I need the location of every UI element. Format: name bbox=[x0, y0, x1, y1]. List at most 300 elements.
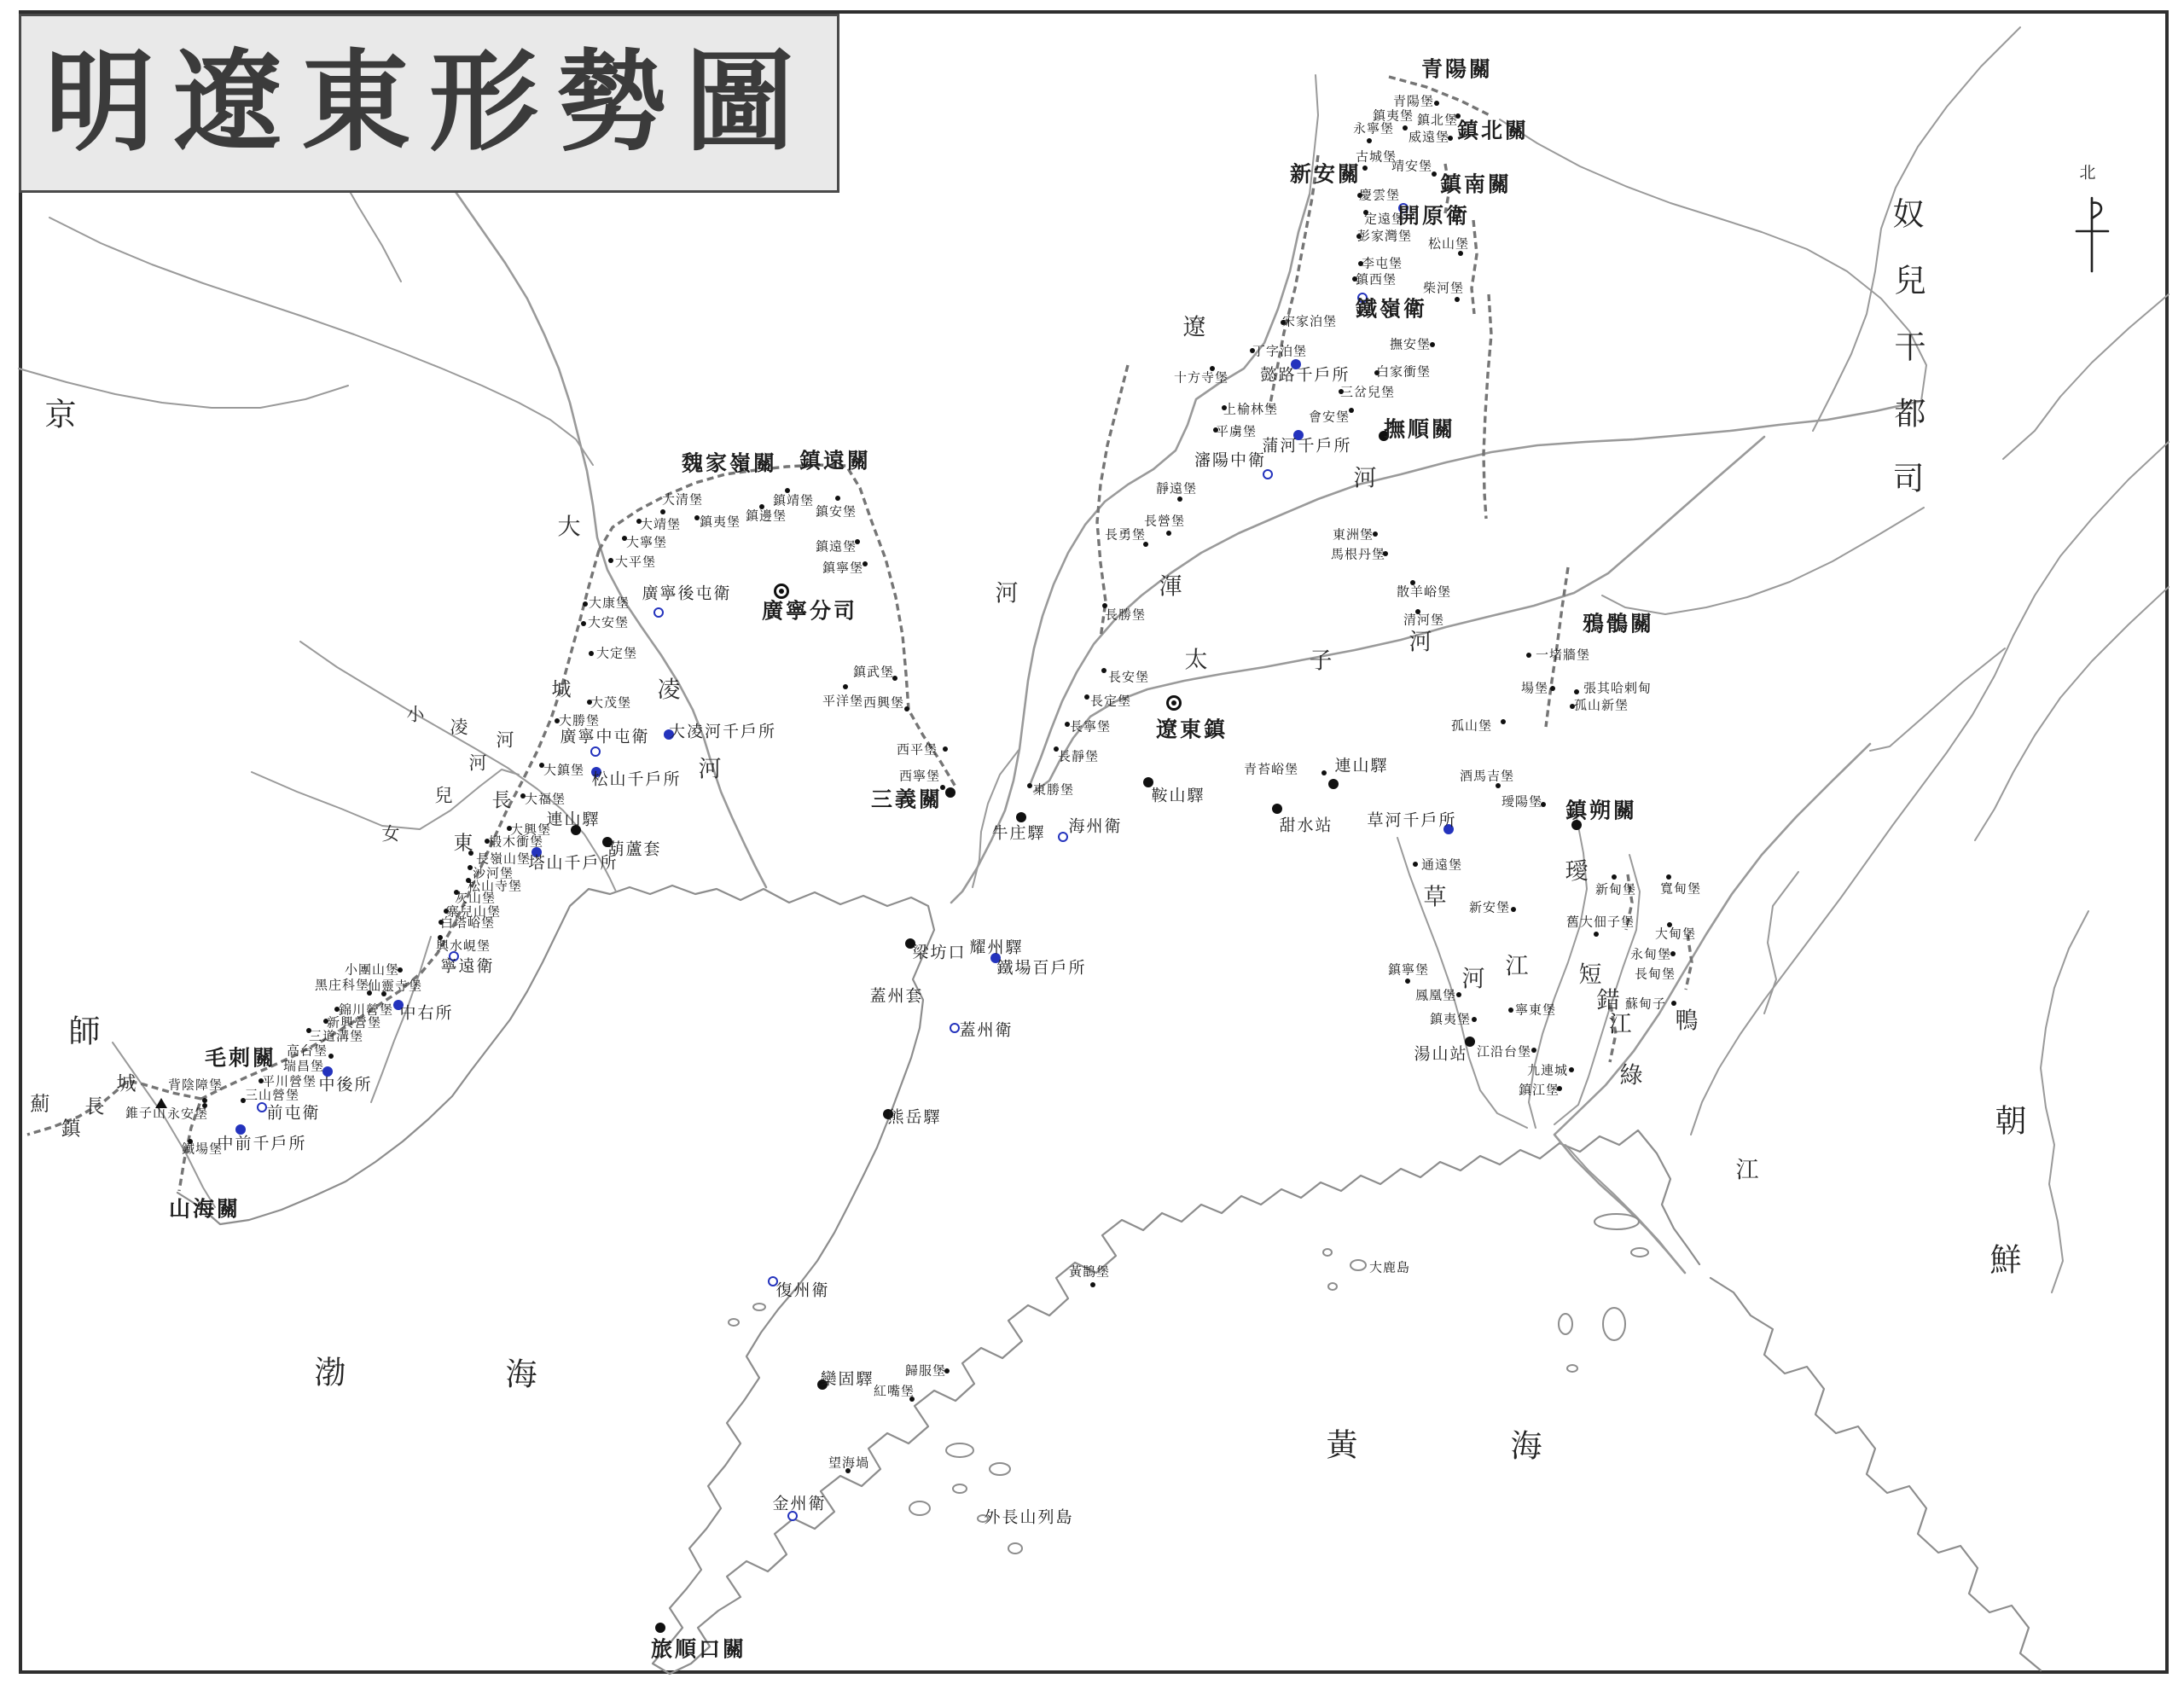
region-label: 都 bbox=[1894, 397, 1928, 433]
place-label: 鎮武堡 bbox=[852, 665, 895, 680]
region-label: 黃 bbox=[1326, 1428, 1360, 1464]
fort-dot-icon bbox=[1101, 668, 1107, 673]
guard-circle-icon bbox=[1058, 832, 1068, 842]
place-label: 場堡 bbox=[1520, 682, 1549, 696]
place-label: 新安關 bbox=[1289, 163, 1362, 187]
place-label: 大甸堡 bbox=[1654, 927, 1697, 942]
fort-dot-icon bbox=[1410, 580, 1415, 585]
region-label: 鮮 bbox=[1989, 1243, 2024, 1279]
fort-dot-icon bbox=[328, 1054, 334, 1059]
island bbox=[1008, 1543, 1022, 1554]
place-label: 廣寧後屯衛 bbox=[642, 584, 732, 603]
place-label: 欒固驛 bbox=[820, 1370, 874, 1389]
place-label: 撫順關 bbox=[1383, 418, 1456, 442]
fort-dot-icon bbox=[1574, 689, 1579, 694]
map-title bbox=[19, 14, 839, 193]
place-label: 牛庄驛 bbox=[991, 824, 1046, 843]
place-label: 長安堡 bbox=[1107, 671, 1150, 685]
fort-dot-icon bbox=[1210, 366, 1215, 371]
place-label: 撫安堡 bbox=[1389, 338, 1432, 352]
place-label: 寧東堡 bbox=[1514, 1003, 1557, 1018]
guard-circle-icon bbox=[257, 1102, 267, 1112]
region-label: 海 bbox=[505, 1357, 539, 1393]
fort-dot-icon bbox=[1367, 138, 1372, 143]
fort-dot-icon bbox=[1084, 694, 1089, 700]
river-liao-braid bbox=[973, 749, 1019, 887]
place-label: 西興堡 bbox=[863, 696, 905, 711]
river-label: 河 bbox=[496, 729, 514, 751]
place-label: 中前千戶所 bbox=[217, 1135, 307, 1153]
place-label: 鎮邊堡 bbox=[745, 509, 787, 524]
place-label: 鎮遠關 bbox=[799, 450, 872, 473]
place-label: 宋家泊堡 bbox=[1281, 315, 1338, 329]
place-label: 酒馬吉堡 bbox=[1459, 770, 1515, 784]
river-yalu-feeder bbox=[1870, 648, 2005, 751]
region-label: 師 bbox=[68, 1014, 102, 1050]
fort-dot-icon bbox=[835, 496, 840, 501]
place-label: 永安堡 bbox=[166, 1107, 209, 1122]
fort-dot-icon bbox=[1667, 922, 1672, 927]
place-label: 定遠堡 bbox=[1363, 212, 1406, 227]
region-label: 司 bbox=[1892, 462, 1926, 497]
place-label: 寨兒山堡 bbox=[445, 905, 502, 920]
island bbox=[953, 1484, 967, 1493]
place-label: 瀋陽中衛 bbox=[1194, 451, 1267, 470]
place-label: 青陽關 bbox=[1420, 58, 1494, 82]
place-label: 清河堡 bbox=[1403, 613, 1445, 628]
place-label: 一堵牆堡 bbox=[1535, 648, 1591, 663]
fort-dot-icon bbox=[1405, 979, 1410, 984]
place-label: 鎮靖堡 bbox=[772, 494, 815, 508]
fort-dot-icon bbox=[785, 488, 790, 493]
place-label: 開原衛 bbox=[1397, 205, 1471, 229]
north-compass-icon bbox=[2077, 198, 2108, 271]
fort-dot-icon bbox=[1090, 1282, 1095, 1287]
place-label: 鎮江堡 bbox=[1518, 1083, 1560, 1098]
place-label: 鎮北關 bbox=[1456, 119, 1530, 143]
fort-dot-icon bbox=[608, 558, 613, 563]
place-label: 上榆林堡 bbox=[1223, 403, 1279, 417]
place-label: 高台堡 bbox=[286, 1044, 328, 1059]
great-wall-yahu bbox=[1546, 567, 1568, 727]
place-label: 蓋州衛 bbox=[959, 1021, 1014, 1040]
river-label: 河 bbox=[995, 580, 1019, 607]
place-label: 甜水站 bbox=[1279, 816, 1333, 835]
wall-label: 鎮 bbox=[61, 1118, 81, 1140]
place-label: 西寧堡 bbox=[898, 770, 941, 784]
battalion-dot-icon bbox=[235, 1124, 246, 1135]
place-label: 大定堡 bbox=[595, 647, 638, 661]
river-korea-2 bbox=[1975, 587, 2169, 840]
place-label: 懿路千戶所 bbox=[1260, 366, 1350, 385]
place-label: 灰山堡 bbox=[454, 891, 497, 906]
place-label: 外長山列島 bbox=[984, 1508, 1074, 1527]
river-label: 凌 bbox=[657, 677, 681, 703]
place-label: 歸服堡 bbox=[904, 1364, 947, 1379]
island bbox=[1567, 1365, 1577, 1372]
place-label: 山海關 bbox=[168, 1198, 241, 1222]
place-label: 大安堡 bbox=[587, 616, 630, 630]
great-wall-liaohe-west bbox=[1097, 365, 1128, 638]
wall-label: 東 bbox=[453, 832, 473, 854]
seat-double-circle-icon bbox=[774, 584, 789, 599]
fort-dot-icon bbox=[1456, 992, 1461, 997]
fort-dot-icon bbox=[1671, 1001, 1676, 1006]
place-label: 連山驛 bbox=[1334, 757, 1389, 775]
place-label: 慶雲堡 bbox=[1358, 189, 1401, 203]
fort-dot-icon bbox=[1177, 497, 1182, 502]
region-label: 海 bbox=[1510, 1429, 1544, 1465]
place-label: 三義關 bbox=[870, 788, 944, 812]
fort-dot-icon bbox=[1413, 862, 1418, 867]
guard-circle-icon bbox=[1263, 469, 1273, 479]
island bbox=[729, 1319, 739, 1326]
place-label: 青陽堡 bbox=[1392, 95, 1435, 109]
station-dot-icon bbox=[1016, 812, 1026, 822]
place-label: 大福堡 bbox=[524, 793, 566, 807]
place-label: 鞍山驛 bbox=[1151, 787, 1205, 805]
place-label: 東勝堡 bbox=[1032, 783, 1075, 798]
fort-dot-icon bbox=[583, 601, 588, 607]
fort-dot-icon bbox=[843, 684, 848, 689]
river-label: 子 bbox=[1309, 648, 1333, 674]
seat-double-circle-icon bbox=[1166, 695, 1182, 711]
river-label: 大 bbox=[557, 514, 581, 540]
river-label: 遼 bbox=[1182, 314, 1206, 340]
river-label: 女 bbox=[381, 823, 400, 845]
river-liao bbox=[951, 195, 1310, 903]
fort-dot-icon bbox=[1612, 874, 1617, 880]
river-label: 錯 bbox=[1596, 987, 1620, 1013]
place-label: 興水峴堡 bbox=[435, 939, 491, 954]
river-nuer bbox=[252, 770, 519, 829]
guard-circle-icon bbox=[590, 746, 601, 757]
wall-label: 城 bbox=[116, 1072, 136, 1095]
river-daling-west-branch bbox=[49, 218, 593, 465]
place-label: 平川營堡 bbox=[261, 1075, 317, 1089]
island bbox=[1559, 1314, 1572, 1334]
place-label: 黃鵲堡 bbox=[1068, 1265, 1111, 1280]
fort-dot-icon bbox=[904, 706, 909, 711]
place-label: 長甸堡 bbox=[1634, 967, 1676, 982]
place-label: 馬根丹堡 bbox=[1330, 548, 1386, 562]
place-label: 葫蘆套 bbox=[607, 840, 662, 859]
fort-dot-icon bbox=[1362, 166, 1368, 171]
place-label: 東洲堡 bbox=[1332, 528, 1374, 543]
place-label: 仙靈寺堡 bbox=[367, 979, 423, 994]
river-korea-5 bbox=[2003, 294, 2169, 459]
place-label: 塔山千戶所 bbox=[528, 854, 619, 873]
place-label: 大鎮堡 bbox=[543, 764, 585, 778]
place-label: 瑞昌堡 bbox=[282, 1060, 325, 1074]
region-label: 朝 bbox=[1995, 1104, 2029, 1140]
place-label: 鎮夷堡 bbox=[1372, 109, 1414, 124]
place-label: 廣寧分司 bbox=[761, 600, 858, 624]
fort-dot-icon bbox=[1166, 531, 1171, 536]
river-taizi-feeder bbox=[1602, 508, 1924, 614]
river-label: 草 bbox=[1423, 884, 1447, 910]
region-label: 渤 bbox=[314, 1356, 348, 1391]
station-dot-icon bbox=[655, 1623, 665, 1633]
place-label: 大康堡 bbox=[588, 596, 630, 611]
place-label: 新安堡 bbox=[1468, 901, 1511, 915]
place-label: 松山堡 bbox=[1427, 237, 1470, 252]
river-label: 江 bbox=[1608, 1011, 1632, 1037]
fort-dot-icon bbox=[1027, 783, 1032, 788]
place-label: 鎮寧堡 bbox=[1387, 963, 1430, 978]
station-dot-icon bbox=[1328, 779, 1339, 789]
river-label: 渾 bbox=[1159, 573, 1182, 600]
fort-dot-icon bbox=[1455, 297, 1460, 302]
place-label: 鎮西堡 bbox=[1355, 273, 1397, 287]
place-label: 柴河堡 bbox=[1422, 282, 1465, 296]
place-label: 大興堡 bbox=[509, 823, 552, 838]
station-dot-icon bbox=[1143, 777, 1153, 787]
place-label: 新興營堡 bbox=[326, 1016, 382, 1031]
island bbox=[909, 1501, 930, 1515]
fort-dot-icon bbox=[1472, 1017, 1477, 1022]
region-label: 奴 bbox=[1892, 197, 1926, 233]
place-label: 背陰障堡 bbox=[167, 1078, 224, 1093]
place-label: 鎮寧堡 bbox=[822, 561, 864, 576]
fort-dot-icon bbox=[1531, 1048, 1536, 1053]
region-label: 兒 bbox=[1894, 264, 1928, 299]
place-label: 中右所 bbox=[399, 1004, 454, 1023]
river-label: 河 bbox=[698, 756, 722, 782]
place-label: 通遠堡 bbox=[1420, 858, 1463, 873]
fort-dot-icon bbox=[1594, 932, 1599, 937]
place-label: 梁坊口 bbox=[912, 944, 967, 962]
place-label: 松山千戶所 bbox=[591, 770, 682, 789]
place-label: 黑庄科堡 bbox=[314, 979, 370, 993]
place-label: 九連城 bbox=[1526, 1064, 1569, 1078]
map-frame bbox=[20, 12, 2167, 1672]
place-label: 長營堡 bbox=[1143, 514, 1186, 529]
place-label: 十方寺堡 bbox=[1173, 371, 1229, 386]
river-label: 凌 bbox=[450, 717, 468, 738]
guard-circle-icon bbox=[653, 607, 664, 618]
wall-label: 城 bbox=[551, 678, 572, 700]
place-label: 西平堡 bbox=[896, 743, 938, 758]
fort-dot-icon bbox=[581, 621, 586, 626]
place-label: 白家衝堡 bbox=[1375, 365, 1432, 380]
fort-dot-icon bbox=[1666, 874, 1671, 880]
great-wall-fushun bbox=[1484, 294, 1491, 519]
place-label: 平洋堡 bbox=[822, 694, 864, 709]
fort-dot-icon bbox=[943, 746, 948, 752]
river-label: 璦 bbox=[1565, 858, 1589, 885]
guard-circle-icon bbox=[950, 1023, 960, 1033]
place-label: 舊大佃子堡 bbox=[1565, 915, 1635, 930]
map-title-text: 明遼東形勢圖 bbox=[44, 43, 813, 164]
place-label: 古城堡 bbox=[1355, 150, 1397, 165]
place-label: 威遠堡 bbox=[1408, 131, 1450, 145]
place-label: 寬甸堡 bbox=[1659, 882, 1702, 897]
place-label: 鎮北堡 bbox=[1416, 113, 1459, 128]
wall-label: 長 bbox=[491, 789, 512, 811]
river-ne-branch bbox=[1500, 119, 1926, 401]
river-label: 江 bbox=[1735, 1157, 1759, 1183]
place-label: 沙河堡 bbox=[472, 867, 514, 881]
place-label: 永甸堡 bbox=[1629, 948, 1672, 962]
place-label: 椴木衝堡 bbox=[488, 835, 544, 850]
place-label: 遼東鎮 bbox=[1155, 718, 1228, 742]
place-label: 孤山堡 bbox=[1450, 719, 1493, 734]
place-label: 長勇堡 bbox=[1104, 528, 1147, 543]
place-label: 大勝堡 bbox=[558, 714, 601, 729]
fort-dot-icon bbox=[1434, 101, 1439, 106]
place-label: 廣寧中屯衛 bbox=[560, 728, 650, 746]
place-label: 大凌河千戶所 bbox=[668, 723, 777, 741]
place-label: 鴉鶻關 bbox=[1582, 613, 1655, 636]
place-label: 鐵嶺衛 bbox=[1355, 298, 1428, 322]
island bbox=[990, 1463, 1010, 1475]
river-label: 江 bbox=[1505, 953, 1529, 979]
place-label: 鐵場堡 bbox=[181, 1142, 224, 1157]
place-label: 蘇甸子 bbox=[1624, 997, 1667, 1012]
place-label: 彭家灣堡 bbox=[1356, 229, 1413, 244]
place-label: 靖安堡 bbox=[1391, 160, 1433, 174]
fort-dot-icon bbox=[759, 504, 764, 509]
fort-dot-icon bbox=[1102, 603, 1107, 608]
fort-dot-icon bbox=[1550, 686, 1555, 691]
place-label: 三山營堡 bbox=[244, 1089, 300, 1103]
island-yalu-estuary bbox=[1594, 1214, 1639, 1229]
place-label: 北 bbox=[2079, 164, 2098, 183]
place-label: 錦川營堡 bbox=[338, 1003, 394, 1018]
island bbox=[946, 1443, 973, 1457]
place-label: 孤山新堡 bbox=[1573, 699, 1629, 713]
place-label: 耀州驛 bbox=[969, 938, 1024, 957]
river-qiantun bbox=[113, 1042, 215, 1207]
place-label: 江沿台堡 bbox=[1476, 1045, 1532, 1060]
place-label: 中後所 bbox=[318, 1076, 373, 1095]
place-label: 靜遠堡 bbox=[1155, 482, 1198, 497]
fort-dot-icon bbox=[1403, 125, 1408, 131]
fort-dot-icon bbox=[1501, 719, 1506, 724]
place-label: 大鹿島 bbox=[1368, 1261, 1411, 1275]
place-label: 鎮朔關 bbox=[1565, 799, 1638, 823]
station-dot-icon bbox=[1272, 804, 1282, 814]
place-label: 會安堡 bbox=[1308, 410, 1350, 425]
fort-dot-icon bbox=[1569, 1067, 1574, 1072]
place-label: 連山驛 bbox=[546, 810, 601, 829]
place-label: 鐵場百戶所 bbox=[996, 959, 1087, 978]
fort-dot-icon bbox=[1143, 542, 1148, 547]
place-label: 平虜堡 bbox=[1215, 425, 1258, 439]
place-label: 湯山站 bbox=[1414, 1045, 1468, 1064]
place-label: 三道溝堡 bbox=[308, 1030, 364, 1044]
place-label: 長嶺山堡 bbox=[475, 852, 531, 867]
island-daludao bbox=[1350, 1260, 1366, 1270]
place-label: 松山寺堡 bbox=[467, 880, 523, 894]
island bbox=[1323, 1249, 1332, 1256]
coastline-korea bbox=[1711, 1278, 2041, 1670]
place-label: 鎮安堡 bbox=[815, 505, 857, 520]
station-dot-icon bbox=[945, 787, 956, 798]
fort-dot-icon bbox=[1321, 770, 1327, 775]
river-label: 兒 bbox=[434, 785, 453, 806]
place-label: 大寧堡 bbox=[625, 536, 668, 550]
region-label: 京 bbox=[44, 398, 78, 433]
place-label: 璦陽堡 bbox=[1501, 795, 1543, 810]
place-label: 大靖堡 bbox=[639, 518, 682, 532]
place-label: 青苔峪堡 bbox=[1243, 763, 1299, 777]
great-wall-chaihe bbox=[1472, 220, 1477, 314]
river-korea-1 bbox=[1691, 442, 2169, 1135]
island bbox=[1328, 1283, 1337, 1290]
place-label: 白塔峪堡 bbox=[439, 916, 496, 931]
fort-dot-icon bbox=[1511, 907, 1516, 912]
place-label: 小團山堡 bbox=[344, 963, 400, 978]
place-label: 蓋州套 bbox=[869, 987, 924, 1006]
fort-dot-icon bbox=[589, 651, 594, 656]
place-label: 長寧堡 bbox=[1069, 720, 1112, 735]
place-label: 望海堝 bbox=[828, 1456, 870, 1471]
fort-dot-icon bbox=[660, 509, 665, 514]
fort-dot-icon bbox=[1496, 783, 1501, 788]
place-label: 新甸堡 bbox=[1594, 883, 1637, 897]
wall-label: 薊 bbox=[30, 1093, 50, 1115]
place-label: 李屯堡 bbox=[1361, 257, 1403, 271]
river-label: 太 bbox=[1184, 647, 1208, 673]
place-label: 紅嘴堡 bbox=[873, 1385, 915, 1399]
fort-dot-icon bbox=[1458, 251, 1463, 256]
place-label: 錐子山 bbox=[125, 1106, 167, 1121]
river-label: 短 bbox=[1578, 961, 1602, 988]
place-label: 海州衛 bbox=[1068, 817, 1123, 836]
fort-dot-icon bbox=[1508, 1008, 1513, 1013]
place-label: 金州衛 bbox=[772, 1495, 827, 1513]
place-label: 寧遠衛 bbox=[440, 957, 495, 976]
wall-label: 長 bbox=[84, 1095, 105, 1118]
place-label: 大清堡 bbox=[661, 493, 704, 508]
place-label: 前屯衛 bbox=[266, 1104, 321, 1123]
river-label: 河 bbox=[468, 752, 487, 774]
place-label: 長靜堡 bbox=[1057, 750, 1100, 764]
place-label: 草河千戶所 bbox=[1367, 811, 1457, 830]
river-korea-3 bbox=[2041, 911, 2088, 1292]
place-label: 鳳凰堡 bbox=[1414, 989, 1457, 1003]
place-label: 熊岳驛 bbox=[887, 1108, 942, 1127]
place-label: 長勝堡 bbox=[1104, 608, 1147, 623]
place-label: 永寧堡 bbox=[1352, 122, 1395, 136]
river-label: 河 bbox=[1409, 629, 1432, 655]
place-label: 散羊峪堡 bbox=[1396, 585, 1452, 600]
place-label: 鎮遠堡 bbox=[815, 540, 857, 555]
place-label: 旅順口關 bbox=[650, 1638, 747, 1662]
fort-dot-icon bbox=[1526, 653, 1531, 658]
place-label: 三岔兒堡 bbox=[1339, 386, 1396, 400]
place-label: 大平堡 bbox=[614, 555, 657, 570]
place-label: 丁字泊堡 bbox=[1252, 345, 1308, 359]
place-label: 毛刺關 bbox=[204, 1047, 277, 1071]
river-label: 鴨 bbox=[1675, 1008, 1699, 1034]
place-label: 蒲河千戶所 bbox=[1262, 437, 1352, 456]
river-label: 河 bbox=[1461, 966, 1485, 992]
place-label: 鎮夷堡 bbox=[1429, 1013, 1472, 1027]
island bbox=[1631, 1248, 1648, 1257]
river-label: 綠 bbox=[1619, 1062, 1643, 1089]
place-label: 魏家嶺關 bbox=[681, 452, 778, 476]
place-label: 復州衛 bbox=[775, 1281, 830, 1300]
island bbox=[753, 1304, 765, 1310]
place-label: 張其哈剌甸 bbox=[1583, 682, 1653, 696]
place-label: 鎮南關 bbox=[1439, 173, 1513, 197]
place-label: 鎮夷堡 bbox=[699, 515, 741, 530]
river-label: 小 bbox=[406, 704, 425, 725]
island bbox=[1603, 1308, 1625, 1340]
